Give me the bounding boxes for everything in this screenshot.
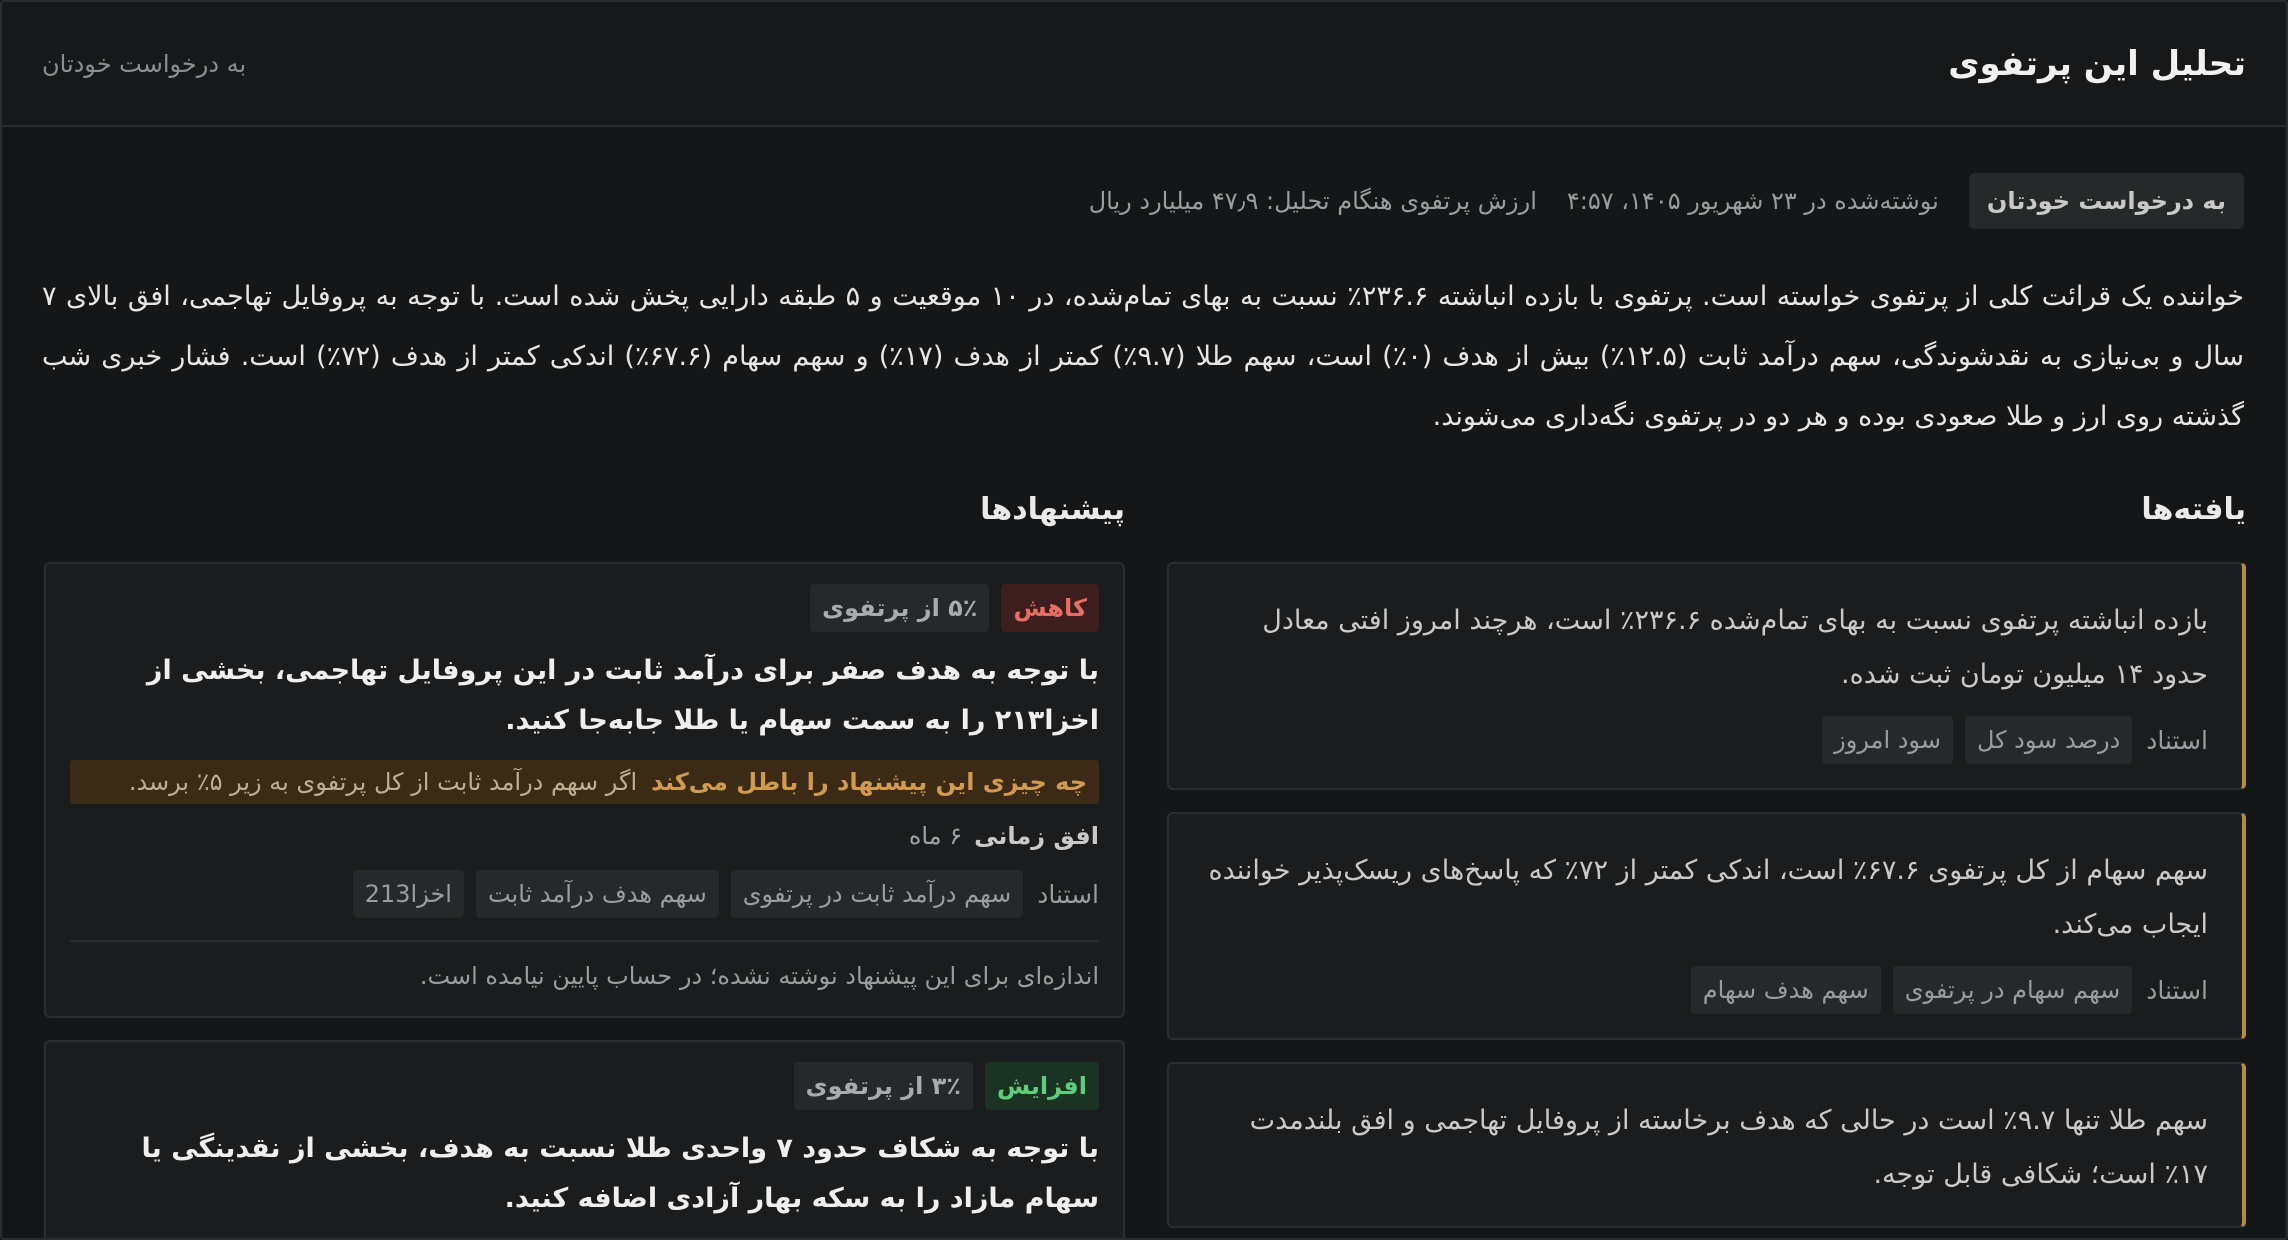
recommendation-card: [44, 1040, 1125, 1240]
findings-column: [1167, 492, 2246, 1240]
summary-paragraph: خواننده یک قرائت کلی از پرتفوی خواسته است. پرتفوی با بازده انباشته ۲۳۶.۶٪ نسبت به بهای تمام‌شده، در ۱۰ موقعیت و ۵ طبقه دارایی پخش شده است. با توجه به پروفایل تهاجمی، افق بالای ۷ سال و بی‌نیازی به نقدشوندگی، سهم درآمد ثابت (۱۲.۵٪) بیش از هدف (۰٪) است، سهم طلا (۹.۷٪) کمتر از هدف (۱۷٪) و سهم سهام (۶۷.۶٪) اندکی کمتر از هدف (۷۲٪) است. فشار خبری شب گذشته روی ارز و طلا صعودی بوده و هر دو در پرتفوی نگه‌داری می‌شوند.: [42, 281, 2244, 432]
size-note: اندازه‌ای برای این پیشنهاد نوشته نشده؛ در حساب پایین نیامده است.: [419, 962, 1099, 990]
findings-title: یافته‌ها: [2141, 492, 2246, 527]
citation-tag[interactable]: درصد سود کل: [1965, 716, 2132, 764]
citation-tag[interactable]: سهم هدف سهام: [1691, 966, 1881, 1014]
portfolio-value: ارزش پرتفوی هنگام تحلیل: ۴۷٫۹ میلیارد ریال: [1088, 187, 1537, 215]
divider: [70, 940, 1099, 942]
horizon-value: ۶ ماه: [908, 822, 963, 850]
citation-label: استناد: [1037, 879, 1099, 909]
written-date: نوشته‌شده در ۲۳ شهریور ۱۴۰۵، ۴:۵۷: [1566, 187, 1939, 215]
percent-badge: ۵٪ از پرتفوی: [810, 584, 989, 632]
recommendations-column: [44, 492, 1125, 1240]
recommendations-title: پیشنهادها: [980, 492, 1125, 527]
finding-text: بازده انباشته پرتفوی نسبت به بهای تمام‌شده ۲۳۶.۶٪ است، هرچند امروز افتی معادل حدود ۱۴ میلیون تومان ثبت شده.: [1262, 605, 2208, 690]
finding-text: سهم طلا تنها ۹.۷٪ است در حالی که هدف برخاسته از پروفایل تهاجمی و افق بلندمدت ۱۷٪ است؛ شکافی قابل توجه.: [1249, 1105, 2208, 1190]
horizon-label: افق زمانی: [974, 822, 1099, 850]
recommendation-card: [44, 562, 1125, 1018]
finding-card: [1167, 812, 2246, 1040]
citation-tags: [1203, 966, 2208, 1014]
citation-tags: [70, 870, 1099, 918]
finding-card: [1167, 1062, 2246, 1228]
action-badge-increase: افزایش: [985, 1062, 1099, 1110]
citation-tag[interactable]: سهم هدف درآمد ثابت: [476, 870, 719, 918]
recommendation-badges: [70, 1062, 1099, 1110]
recommendation-badges: [70, 584, 1099, 632]
citation-label: استناد: [2146, 725, 2208, 755]
citation-tags: [1203, 716, 2208, 764]
invalidation-text: اگر سهم درآمد ثابت از کل پرتفوی به زیر ۵٪ برسد.: [128, 768, 638, 796]
header-subtitle: به درخواست خودتان: [42, 49, 247, 78]
citation-label: استناد: [2146, 975, 2208, 1005]
finding-card: [1167, 562, 2246, 790]
meta-row: [2, 127, 2286, 239]
citation-tag[interactable]: سهم درآمد ثابت در پرتفوی: [731, 870, 1024, 918]
request-pill: به درخواست خودتان: [1969, 173, 2244, 229]
content-columns: [44, 492, 2246, 1240]
recommendation-text: با توجه به شکاف حدود ۷ واحدی طلا نسبت به هدف، بخشی از نقدینگی یا سهام مازاد را به سکه بهار آزادی اضافه کنید.: [141, 1133, 1099, 1214]
citation-tag[interactable]: سود امروز: [1822, 716, 1953, 764]
page-title: تحلیل این پرتفوی: [1948, 43, 2246, 84]
percent-badge: ۳٪ از پرتفوی: [794, 1062, 973, 1110]
citation-tag[interactable]: اخزا213: [353, 870, 464, 918]
invalidation-label: چه چیزی این پیشنهاد را باطل می‌کند: [651, 768, 1087, 796]
recommendation-text: با توجه به هدف صفر برای درآمد ثابت در این پروفایل تهاجمی، بخشی از اخزا۲۱۳ را به سمت سهام یا طلا جابه‌جا کنید.: [146, 655, 1099, 736]
invalidation-box: [70, 760, 1099, 804]
finding-text: سهم سهام از کل پرتفوی ۶۷.۶٪ است، اندکی کمتر از ۷۲٪ که پاسخ‌های ریسک‌پذیر خواننده ایجاب می‌کند.: [1208, 855, 2208, 940]
top-bar: [2, 2, 2286, 127]
citation-tag[interactable]: سهم سهام در پرتفوی: [1893, 966, 2133, 1014]
action-badge-decrease: کاهش: [1001, 584, 1099, 632]
time-horizon: [70, 822, 1099, 850]
